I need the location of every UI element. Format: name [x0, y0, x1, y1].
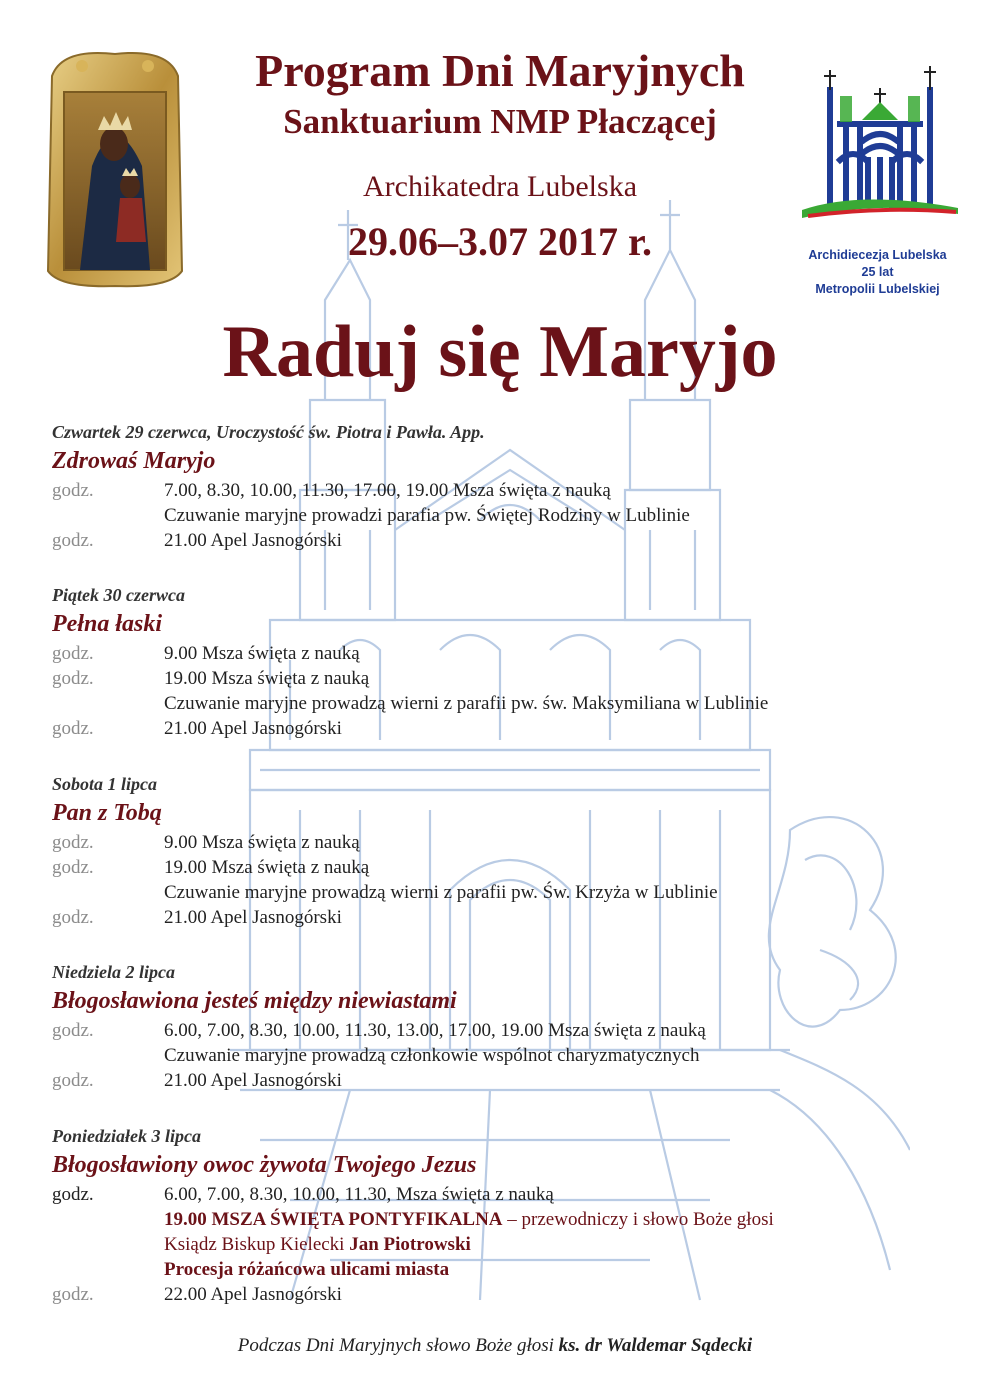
day-friday — [52, 583, 952, 741]
time-label — [52, 1043, 164, 1068]
day-theme: Błogosławiona jesteś między niewiastami — [52, 988, 457, 1014]
day-monday — [52, 1124, 952, 1307]
time-label: godz. — [52, 668, 94, 689]
logo-caption-line2: 25 lat — [861, 265, 894, 279]
footer-text: Podczas Dni Maryjnych słowo Boże głosi — [237, 1335, 559, 1356]
schedule-row — [52, 716, 952, 741]
time-label — [52, 503, 164, 528]
schedule-row — [52, 1182, 952, 1207]
schedule-row — [52, 478, 952, 503]
schedule-text — [164, 1257, 449, 1282]
pontifical-mass-detail: – przewodniczy i słowo Boże głosi — [502, 1209, 774, 1230]
schedule-text: Czuwanie maryjne prowadzą wierni z parafii pw. Św. Krzyża w Lublinie — [164, 882, 718, 903]
time-label: godz. — [52, 907, 94, 928]
madonna-icon — [42, 46, 188, 292]
schedule-text: 9.00 Msza święta z nauką — [164, 643, 360, 664]
time-label — [52, 1207, 164, 1232]
bishop-name: Jan Piotrowski — [349, 1234, 471, 1255]
schedule-text: 7.00, 8.30, 10.00, 11.30, 17.00, 19.00 Msza święta z nauką — [164, 480, 611, 501]
day-theme: Błogosławiony owoc żywota Twojego Jezus — [52, 1152, 477, 1178]
schedule-row — [52, 880, 952, 905]
schedule-text — [164, 1232, 471, 1257]
day-sunday — [52, 960, 952, 1093]
day-date: Niedziela 2 lipca — [52, 962, 175, 982]
logo-caption-line1: Archidiecezja Lubelska — [808, 248, 947, 262]
day-theme: Pan z Tobą — [52, 800, 162, 826]
schedule-row — [52, 641, 952, 666]
logo-caption — [790, 247, 965, 298]
pontifical-mass-label: 19.00 MSZA ŚWIĘTA PONTYFIKALNA — [164, 1209, 503, 1230]
time-label: godz. — [52, 643, 94, 664]
schedule-text: 21.00 Apel Jasnogórski — [164, 907, 342, 928]
schedule-row — [52, 1207, 952, 1232]
preacher-name: ks. dr Waldemar Sądecki — [558, 1335, 753, 1356]
schedule-row — [52, 830, 952, 855]
schedule-text: 22.00 Apel Jasnogórski — [164, 1284, 342, 1305]
day-date: Poniedziałek 3 lipca — [52, 1126, 201, 1146]
schedule-text: Czuwanie maryjne prowadzą członkowie wspólnot charyzmatycznych — [164, 1045, 700, 1066]
schedule-text: Czuwanie maryjne prowadzą wierni z parafii pw. św. Maksymiliana w Lublinie — [164, 693, 769, 714]
schedule-row — [52, 666, 952, 691]
schedule-row — [52, 528, 952, 553]
schedule-text: 21.00 Apel Jasnogórski — [164, 530, 342, 551]
schedule-row — [52, 1232, 952, 1257]
schedule-text: 9.00 Msza święta z nauką — [164, 832, 360, 853]
time-label: godz. — [52, 1284, 94, 1305]
time-label: godz. — [52, 832, 94, 853]
event-dates: 29.06–3.07 2017 r. — [347, 219, 653, 264]
cathedral-subtitle: Archikatedra Lubelska — [362, 170, 638, 203]
schedule-text: 6.00, 7.00, 8.30, 10.00, 11.30, 13.00, 17.00, 19.00 Msza święta z nauką — [164, 1020, 706, 1041]
bishop-title: Ksiądz Biskup Kielecki — [164, 1234, 350, 1255]
schedule-row — [52, 1068, 952, 1093]
time-label: godz. — [52, 1070, 94, 1091]
time-label: godz. — [52, 1184, 94, 1205]
procession-text: Procesja różańcowa ulicami miasta — [164, 1259, 450, 1280]
time-label: godz. — [52, 1020, 94, 1041]
time-label: godz. — [52, 530, 94, 551]
day-theme: Zdrowaś Maryjo — [52, 448, 216, 474]
time-label — [52, 691, 164, 716]
time-label: godz. — [52, 857, 94, 878]
schedule-row — [52, 1282, 952, 1307]
schedule-row — [52, 503, 952, 528]
time-label: godz. — [52, 480, 94, 501]
schedule-text: 21.00 Apel Jasnogórski — [164, 718, 342, 739]
time-label: godz. — [52, 718, 94, 739]
archdiocese-logo — [800, 60, 960, 220]
time-label — [52, 880, 164, 905]
sanctuary-title: Sanktuarium NMP Płaczącej — [283, 102, 717, 141]
day-thursday — [52, 420, 952, 553]
schedule-text: Czuwanie maryjne prowadzi parafia pw. Świętej Rodziny w Lublinie — [164, 505, 690, 526]
footer-note — [0, 1335, 990, 1357]
schedule-row — [52, 1018, 952, 1043]
schedule-text — [164, 1207, 774, 1232]
time-label — [52, 1232, 164, 1257]
schedule-row — [52, 1257, 952, 1282]
schedule-row — [52, 905, 952, 930]
day-saturday — [52, 772, 952, 930]
day-date: Czwartek 29 czerwca, Uroczystość św. Piotra i Pawła. App. — [52, 422, 485, 442]
schedule-text: 19.00 Msza święta z nauką — [164, 668, 370, 689]
schedule-row — [52, 1043, 952, 1068]
motto-heading: Raduj się Maryjo — [222, 311, 778, 393]
schedule-text: 6.00, 7.00, 8.30, 10.00, 11.30, Msza święta z nauką — [164, 1184, 554, 1205]
logo-caption-line3: Metropolii Lubelskiej — [815, 282, 940, 296]
schedule-text: 21.00 Apel Jasnogórski — [164, 1070, 342, 1091]
day-date: Piątek 30 czerwca — [52, 585, 185, 605]
schedule-text: 19.00 Msza święta z nauką — [164, 857, 370, 878]
program-title: Program Dni Maryjnych — [255, 45, 745, 96]
time-label — [52, 1257, 164, 1282]
schedule-row — [52, 855, 952, 880]
schedule-row — [52, 691, 952, 716]
day-date: Sobota 1 lipca — [52, 774, 158, 794]
day-theme: Pełna łaski — [52, 611, 163, 637]
